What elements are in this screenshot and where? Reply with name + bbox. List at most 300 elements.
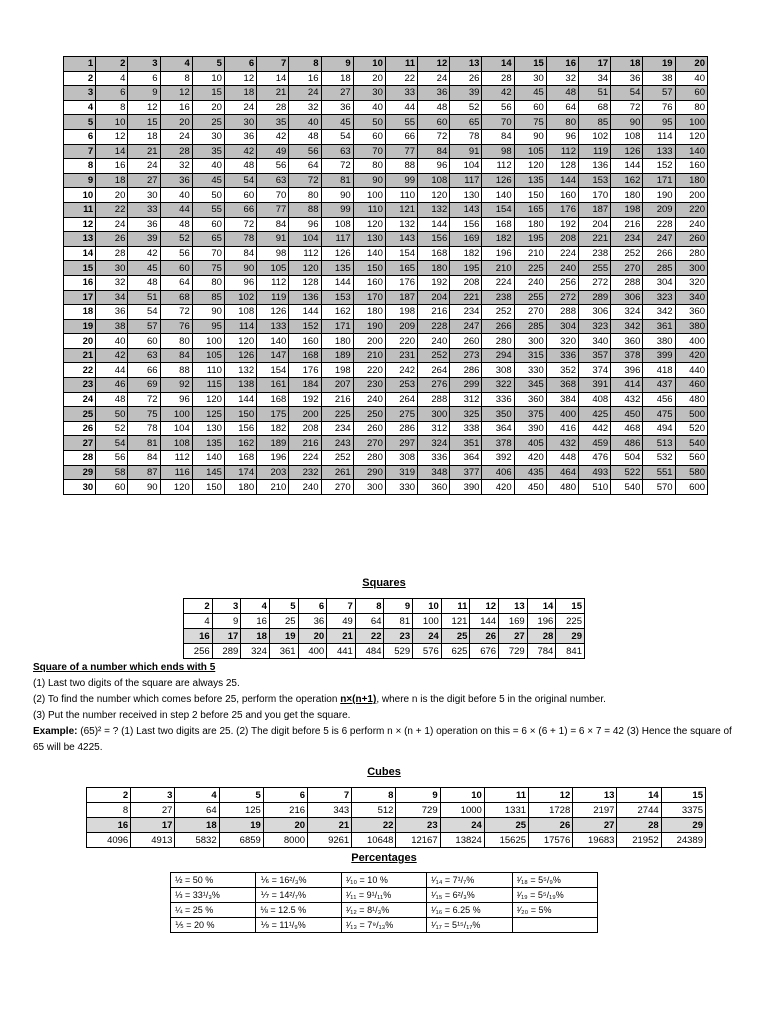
table-cell: 120 — [418, 188, 450, 203]
table-row — [64, 407, 708, 422]
table-cell: ¹⁄₁₉ = 5⁵/₁₉% — [512, 888, 597, 903]
table-cell: 196 — [527, 614, 556, 629]
table-cell: 48 — [418, 100, 450, 115]
table-cell: 348 — [418, 465, 450, 480]
table-cell: 96 — [289, 217, 321, 232]
table-cell: 676 — [470, 644, 499, 659]
table-cell: 16 — [64, 275, 96, 290]
table-cell: 77 — [257, 202, 289, 217]
table-cell: ¹⁄₁₁ = 9¹/₁₁% — [341, 888, 426, 903]
table-cell: 117 — [321, 232, 353, 247]
table-cell: 361 — [643, 319, 675, 334]
multiplication-table-body — [64, 57, 708, 495]
table-cell: 104 — [450, 159, 482, 174]
table-cell: 120 — [675, 129, 707, 144]
table-cell: 10 — [192, 71, 224, 86]
table-cell: 343 — [308, 803, 352, 818]
table-cell: 162 — [611, 173, 643, 188]
table-cell: 20 — [96, 188, 128, 203]
table-cell: 30 — [224, 115, 256, 130]
table-cell: 30 — [128, 188, 160, 203]
table-cell: 180 — [514, 217, 546, 232]
table-cell: 380 — [675, 319, 707, 334]
table-row — [64, 275, 708, 290]
table-cell: 84 — [257, 217, 289, 232]
table-cell: 270 — [321, 480, 353, 495]
table-row — [64, 480, 708, 495]
table-cell: 12 — [529, 788, 573, 803]
table-cell: 44 — [96, 363, 128, 378]
table-cell: 476 — [579, 451, 611, 466]
table-cell: ⅐ = 14²/₇% — [256, 888, 341, 903]
table-cell: 234 — [611, 232, 643, 247]
table-cell: 36 — [611, 71, 643, 86]
table-cell: 130 — [192, 421, 224, 436]
table-cell: 11 — [484, 788, 528, 803]
table-cell: 80 — [289, 188, 321, 203]
example-label: Example: — [33, 726, 78, 737]
table-row — [64, 319, 708, 334]
table-cell: 17576 — [529, 833, 573, 848]
table-cell: 289 — [579, 290, 611, 305]
table-cell: 169 — [450, 232, 482, 247]
table-cell: 40 — [675, 71, 707, 86]
table-cell: 437 — [643, 378, 675, 393]
table-cell: 209 — [385, 319, 417, 334]
table-cell: 475 — [643, 407, 675, 422]
table-cell: 35 — [192, 144, 224, 159]
table-cell: 350 — [482, 407, 514, 422]
table-cell: 72 — [611, 100, 643, 115]
table-cell: ¹⁄₁₃ = 7⁹/₁₃% — [341, 918, 426, 933]
table-cell: 40 — [160, 188, 192, 203]
table-cell: 522 — [611, 465, 643, 480]
table-cell: 264 — [418, 363, 450, 378]
table-cell: 30 — [514, 71, 546, 86]
table-cell: 360 — [418, 480, 450, 495]
table-cell: 147 — [257, 348, 289, 363]
table-cell: 72 — [289, 173, 321, 188]
table-cell: 49 — [327, 614, 356, 629]
table-cell: 4 — [241, 599, 270, 614]
table-row — [64, 232, 708, 247]
table-cell: 306 — [579, 305, 611, 320]
table-cell: 75 — [128, 407, 160, 422]
table-cell: 4 — [96, 71, 128, 86]
table-cell: 6 — [96, 86, 128, 101]
table-row — [64, 451, 708, 466]
table-cell: 72 — [321, 159, 353, 174]
table-cell: 324 — [241, 644, 270, 659]
table-cell: 325 — [450, 407, 482, 422]
table-row — [184, 599, 585, 614]
table-cell: 29 — [556, 629, 585, 644]
table-cell: 78 — [224, 232, 256, 247]
table-cell: 13 — [450, 57, 482, 72]
table-cell: 162 — [321, 305, 353, 320]
table-cell: 297 — [385, 436, 417, 451]
table-row — [64, 421, 708, 436]
table-cell: 625 — [441, 644, 470, 659]
table-cell: 192 — [289, 392, 321, 407]
table-cell: 323 — [579, 319, 611, 334]
table-cell: 189 — [257, 436, 289, 451]
table-cell: 275 — [385, 407, 417, 422]
table-cell: 75 — [514, 115, 546, 130]
table-cell: 225 — [514, 261, 546, 276]
table-cell: 540 — [675, 436, 707, 451]
table-cell: 81 — [321, 173, 353, 188]
table-cell: 138 — [224, 378, 256, 393]
table-cell: 32 — [160, 159, 192, 174]
table-cell: 72 — [160, 305, 192, 320]
table-cell: 8 — [64, 159, 96, 174]
table-cell: 392 — [482, 451, 514, 466]
table-cell: 90 — [611, 115, 643, 130]
table-cell: 357 — [579, 348, 611, 363]
table-cell: 90 — [128, 480, 160, 495]
table-cell: 198 — [385, 305, 417, 320]
table-cell: 34 — [96, 290, 128, 305]
table-cell: 342 — [611, 319, 643, 334]
table-cell: 253 — [385, 378, 417, 393]
table-cell: 136 — [579, 159, 611, 174]
table-cell: 8000 — [263, 833, 307, 848]
table-cell: 58 — [96, 465, 128, 480]
table-cell: ¹⁄₂₀ = 5% — [512, 903, 597, 918]
table-cell: 50 — [96, 407, 128, 422]
table-cell: 2 — [64, 71, 96, 86]
table-cell: 24 — [418, 71, 450, 86]
table-cell: 14 — [617, 788, 661, 803]
table-cell: 150 — [353, 261, 385, 276]
table-row — [64, 436, 708, 451]
table-cell: 54 — [224, 173, 256, 188]
table-cell: 60 — [96, 480, 128, 495]
table-cell: 18 — [224, 86, 256, 101]
table-cell: 232 — [289, 465, 321, 480]
table-cell: 210 — [514, 246, 546, 261]
table-cell: 29 — [64, 465, 96, 480]
table-cell: 308 — [482, 363, 514, 378]
table-cell: 228 — [643, 217, 675, 232]
table-cell: 18 — [611, 57, 643, 72]
table-cell: 228 — [418, 319, 450, 334]
table-cell: 5 — [219, 788, 263, 803]
table-cell: 108 — [418, 173, 450, 188]
table-cell: 260 — [353, 421, 385, 436]
table-cell: 180 — [224, 480, 256, 495]
table-cell: 240 — [514, 275, 546, 290]
table-cell: 45 — [514, 86, 546, 101]
table-cell: 112 — [546, 144, 578, 159]
table-cell: 195 — [514, 232, 546, 247]
table-cell: 304 — [546, 319, 578, 334]
table-cell: 286 — [385, 421, 417, 436]
table-cell: 48 — [546, 86, 578, 101]
table-cell: 100 — [192, 334, 224, 349]
table-cell: 270 — [353, 436, 385, 451]
table-cell: 7 — [327, 599, 356, 614]
table-cell: 105 — [192, 348, 224, 363]
table-cell: ⅓ = 33¹/₃% — [171, 888, 256, 903]
table-cell: 66 — [128, 363, 160, 378]
table-cell: 196 — [482, 246, 514, 261]
table-cell: 176 — [546, 202, 578, 217]
square-tip-example — [33, 724, 743, 756]
table-cell: 18 — [64, 305, 96, 320]
table-cell: 442 — [579, 421, 611, 436]
table-cell: 80 — [192, 275, 224, 290]
table-cell: 24 — [224, 100, 256, 115]
table-cell: 4096 — [87, 833, 131, 848]
table-cell: 28 — [64, 451, 96, 466]
table-cell: 255 — [514, 290, 546, 305]
table-cell: 36 — [224, 129, 256, 144]
table-cell: 87 — [128, 465, 160, 480]
table-cell: 190 — [643, 188, 675, 203]
table-cell: 19 — [643, 57, 675, 72]
table-cell: 112 — [482, 159, 514, 174]
table-cell: 102 — [224, 290, 256, 305]
table-cell: 144 — [546, 173, 578, 188]
table-cell: 56 — [289, 144, 321, 159]
table-row — [171, 888, 598, 903]
table-cell: 216 — [289, 436, 321, 451]
table-cell: 108 — [321, 217, 353, 232]
table-cell: 110 — [353, 202, 385, 217]
cubes-table — [86, 787, 706, 848]
table-cell: ½ = 50 % — [171, 873, 256, 888]
table-row — [64, 392, 708, 407]
table-cell: 169 — [499, 614, 528, 629]
table-row — [87, 833, 706, 848]
squares-table-body — [184, 599, 585, 659]
table-cell: 121 — [441, 614, 470, 629]
table-cell: 512 — [352, 803, 396, 818]
table-cell: 11 — [64, 202, 96, 217]
table-cell: 23 — [64, 378, 96, 393]
square-tip-line2 — [33, 692, 743, 708]
table-cell: 459 — [579, 436, 611, 451]
table-cell: 168 — [224, 451, 256, 466]
table-cell: 182 — [450, 246, 482, 261]
table-cell: 306 — [611, 290, 643, 305]
table-cell: 96 — [418, 159, 450, 174]
table-cell: 22 — [96, 202, 128, 217]
table-row — [64, 100, 708, 115]
table-cell: 126 — [611, 144, 643, 159]
table-cell: 160 — [675, 159, 707, 174]
table-cell: 5832 — [175, 833, 219, 848]
table-row — [64, 261, 708, 276]
table-cell: 1000 — [440, 803, 484, 818]
table-cell: 221 — [450, 290, 482, 305]
table-cell: 500 — [675, 407, 707, 422]
table-cell: 11 — [441, 599, 470, 614]
table-cell: 114 — [643, 129, 675, 144]
table-cell: 288 — [418, 392, 450, 407]
table-row — [64, 334, 708, 349]
table-cell: 60 — [192, 217, 224, 232]
table-cell: 280 — [353, 451, 385, 466]
table-cell: 32 — [289, 100, 321, 115]
table-cell: 12 — [128, 100, 160, 115]
table-cell: 45 — [321, 115, 353, 130]
table-cell: 182 — [257, 421, 289, 436]
table-cell: 105 — [257, 261, 289, 276]
table-cell: 30 — [64, 480, 96, 495]
table-cell: 24 — [64, 392, 96, 407]
table-cell: 180 — [418, 261, 450, 276]
table-row — [64, 202, 708, 217]
table-cell: 14 — [257, 71, 289, 86]
table-cell: 3 — [212, 599, 241, 614]
table-cell: 210 — [353, 348, 385, 363]
table-cell: 6 — [224, 57, 256, 72]
table-cell: 140 — [675, 144, 707, 159]
table-cell: 140 — [192, 451, 224, 466]
table-cell: 323 — [643, 290, 675, 305]
table-cell: 161 — [257, 378, 289, 393]
table-cell: 55 — [385, 115, 417, 130]
table-cell: 208 — [289, 421, 321, 436]
table-cell: 192 — [418, 275, 450, 290]
table-cell: 5 — [192, 57, 224, 72]
table-cell: 8 — [160, 71, 192, 86]
table-cell: 64 — [289, 159, 321, 174]
table-cell: 150 — [224, 407, 256, 422]
table-cell: 32 — [96, 275, 128, 290]
table-cell: 88 — [289, 202, 321, 217]
table-cell: 220 — [353, 363, 385, 378]
table-cell: 182 — [482, 232, 514, 247]
table-cell: 29 — [661, 818, 705, 833]
line2-suffix: , where n is the digit before 5 in the original number. — [376, 694, 606, 705]
table-cell: 90 — [321, 188, 353, 203]
table-cell: 42 — [128, 246, 160, 261]
table-cell: 340 — [675, 290, 707, 305]
table-cell: 76 — [160, 319, 192, 334]
table-cell: 84 — [128, 451, 160, 466]
table-cell: 18 — [96, 173, 128, 188]
table-cell: 63 — [321, 144, 353, 159]
table-cell: 60 — [418, 115, 450, 130]
table-cell: 180 — [611, 188, 643, 203]
table-cell: 208 — [450, 275, 482, 290]
table-row — [64, 246, 708, 261]
table-cell: 6 — [263, 788, 307, 803]
table-cell: 322 — [482, 378, 514, 393]
table-cell: 112 — [289, 246, 321, 261]
table-cell: 247 — [643, 232, 675, 247]
table-cell: 81 — [384, 614, 413, 629]
table-cell: 12 — [160, 86, 192, 101]
table-cell: 493 — [579, 465, 611, 480]
table-cell: 240 — [546, 261, 578, 276]
table-row — [171, 918, 598, 933]
table-cell: 390 — [450, 480, 482, 495]
table-cell: 216 — [418, 305, 450, 320]
table-cell: 532 — [643, 451, 675, 466]
table-cell: 234 — [450, 305, 482, 320]
table-cell: 320 — [675, 275, 707, 290]
table-cell: 450 — [611, 407, 643, 422]
table-cell: 125 — [219, 803, 263, 818]
table-cell: 15 — [192, 86, 224, 101]
table-cell: 26 — [64, 421, 96, 436]
table-cell: 207 — [321, 378, 353, 393]
table-cell: 280 — [482, 334, 514, 349]
table-cell: 414 — [611, 378, 643, 393]
table-cell: 144 — [321, 275, 353, 290]
table-cell: 260 — [675, 232, 707, 247]
table-row — [64, 129, 708, 144]
table-cell: 25 — [441, 629, 470, 644]
table-cell: 494 — [643, 421, 675, 436]
table-cell: 78 — [128, 421, 160, 436]
table-cell: 90 — [353, 173, 385, 188]
table-cell: 33 — [385, 86, 417, 101]
table-cell: 60 — [224, 188, 256, 203]
table-cell: ¹⁄₁₅ = 6²/₃% — [427, 888, 512, 903]
table-cell: 171 — [643, 173, 675, 188]
table-cell: 135 — [192, 436, 224, 451]
table-cell: 377 — [450, 465, 482, 480]
table-cell: 551 — [643, 465, 675, 480]
table-cell: 238 — [482, 290, 514, 305]
table-cell: 513 — [643, 436, 675, 451]
table-cell: 10 — [96, 115, 128, 130]
table-row — [64, 348, 708, 363]
table-cell: 209 — [643, 202, 675, 217]
table-cell: 400 — [675, 334, 707, 349]
table-cell: 184 — [289, 378, 321, 393]
table-cell: 133 — [643, 144, 675, 159]
table-cell: 56 — [482, 100, 514, 115]
table-cell: 200 — [675, 188, 707, 203]
table-cell: 24 — [289, 86, 321, 101]
table-cell: 140 — [482, 188, 514, 203]
table-cell: 2 — [87, 788, 131, 803]
table-cell: 112 — [257, 275, 289, 290]
table-cell: 176 — [289, 363, 321, 378]
table-cell: 406 — [482, 465, 514, 480]
table-cell: 55 — [192, 202, 224, 217]
table-cell: 108 — [611, 129, 643, 144]
table-cell: 104 — [160, 421, 192, 436]
table-cell: 400 — [298, 644, 327, 659]
table-cell: 40 — [96, 334, 128, 349]
table-cell: 286 — [450, 363, 482, 378]
table-cell: 145 — [192, 465, 224, 480]
table-cell: 210 — [482, 261, 514, 276]
table-cell: 243 — [321, 436, 353, 451]
table-cell: 49 — [257, 144, 289, 159]
table-cell: 24 — [440, 818, 484, 833]
table-cell: 12 — [470, 599, 499, 614]
table-cell: 224 — [546, 246, 578, 261]
table-cell: 25 — [484, 818, 528, 833]
table-cell: 104 — [289, 232, 321, 247]
table-cell: 2744 — [617, 803, 661, 818]
table-cell: 19 — [219, 818, 263, 833]
table-cell: ⅑ = 11¹/₉% — [256, 918, 341, 933]
table-cell: 190 — [353, 319, 385, 334]
table-cell: 33 — [128, 202, 160, 217]
table-cell: 18 — [321, 71, 353, 86]
table-cell: 432 — [611, 392, 643, 407]
